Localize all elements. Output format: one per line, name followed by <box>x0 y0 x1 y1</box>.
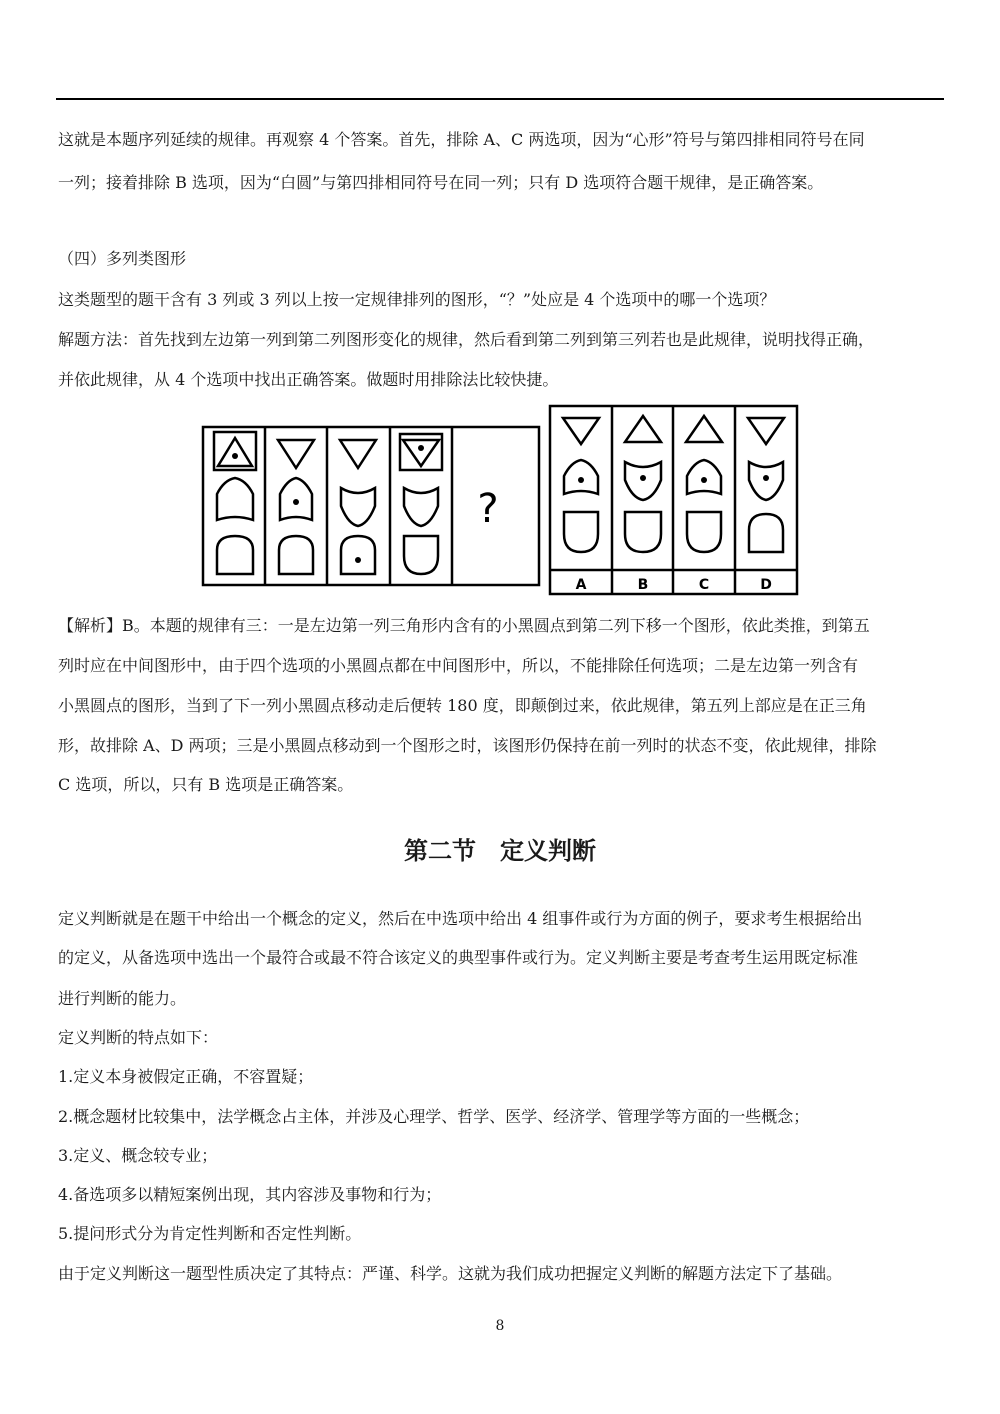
paragraph-line: 这类题型的题干含有 3 列或 3 列以上按一定规律排列的图形，“？”处应是 4 个选项中的哪一个选项？ <box>58 290 776 309</box>
paragraph-line: 并依此规律，从 4 个选项中找出正确答案。做题时用排除法比较快捷。 <box>58 370 559 389</box>
tombstone-dotted-shape <box>341 536 375 574</box>
triangle-down-shape <box>748 418 784 444</box>
header-rule <box>56 98 944 100</box>
triangle-up-dotted-shape <box>214 432 256 470</box>
paragraph-line: 定义判断就是在题干中给出一个概念的定义，然后在中选项中给出 4 组事件或行为方面的例子，要求考生根据给出 <box>58 909 863 928</box>
list-item: 4.备选项多以精短案例出现，其内容涉及事物和行为； <box>58 1185 442 1204</box>
shield-shape <box>404 488 438 526</box>
analysis-line: C 选项，所以，只有 B 选项是正确答案。 <box>58 775 354 794</box>
triangle-down-shape <box>278 440 314 468</box>
list-item: 3.定义、概念较专业； <box>58 1146 218 1165</box>
option-label-d: D <box>760 577 772 593</box>
paragraph-line: 由于定义判断这一题型性质决定了其特点：严谨、科学。这就为我们成功把握定义判断的解题方法定下了基础。 <box>58 1264 843 1283</box>
section-title: 第二节 定义判断 <box>404 837 596 865</box>
paragraph-line: 一列；接着排除 B 选项，因为“白圆”与第四排相同符号在同一列；只有 D 选项符合题干规律，是正确答案。 <box>58 173 824 192</box>
sub-heading: （四）多列类图形 <box>58 249 187 268</box>
tombstone-shape <box>749 514 783 552</box>
analysis-line: 小黑圆点的图形，当到了下一列小黑圆点移动走后便转 180 度，即颠倒过来，依此规律，第五列上部应是在正三角 <box>58 696 867 715</box>
triangle-up-shape <box>625 416 661 442</box>
option-label-c: C <box>698 577 710 593</box>
paragraph-line: 进行判断的能力。 <box>58 989 187 1008</box>
list-title: 定义判断的特点如下： <box>58 1028 219 1047</box>
question-mark: ? <box>477 486 499 532</box>
arch-shape <box>217 478 253 520</box>
cup-shape <box>687 512 721 552</box>
triangle-down-dotted-shape <box>400 434 442 470</box>
option-label-b: B <box>637 577 649 593</box>
shield-shape <box>341 488 375 526</box>
page-number: 8 <box>495 1318 505 1334</box>
list-item: 2.概念题材比较集中，法学概念占主体，并涉及心理学、哲学、医学、经济学、管理学等方面的一些概念； <box>58 1107 810 1126</box>
tombstone-shape <box>279 536 313 574</box>
list-item: 5.提问形式分为肯定性判断和否定性判断。 <box>58 1224 362 1243</box>
list-item: 1.定义本身被假定正确，不容置疑； <box>58 1067 314 1086</box>
analysis-line: 列时应在中间图形中，由于四个选项的小黑圆点都在中间图形中，所以，不能排除任何选项；二是左边第一列含有 <box>58 656 859 675</box>
triangle-up-shape <box>686 416 722 442</box>
analysis-line: 【解析】B。本题的规律有三：一是左边第一列三角形内含有的小黑圆点到第二列下移一个图形，依此类推，到第五 <box>58 616 870 635</box>
analysis-line: 形，故排除 A、D 两项；三是小黑圆点移动到一个图形之时，该图形仍保持在前一列时的状态不变，依此规律，排除 <box>58 736 877 755</box>
paragraph-line: 的定义，从备选项中选出一个最符合或最不符合该定义的典型事件或行为。定义判断主要是考查考生运用既定标准 <box>58 948 859 967</box>
tombstone-shape <box>217 536 253 574</box>
cup-shape <box>625 512 661 552</box>
triangle-down-shape <box>563 418 599 444</box>
cup-shape <box>404 536 438 574</box>
cup-shape <box>564 512 598 552</box>
puzzle-figure <box>200 402 805 598</box>
paragraph-line: 解题方法：首先找到左边第一列到第二列图形变化的规律，然后看到第二列到第三列若也是此规律，说明找得正确， <box>58 330 875 349</box>
paragraph-line: 这就是本题序列延续的规律。再观察 4 个答案。首先，排除 A、C 两选项，因为“心形”符号与第四排相同符号在同 <box>58 130 865 149</box>
triangle-down-shape <box>340 440 376 468</box>
option-label-a: A <box>575 577 587 593</box>
